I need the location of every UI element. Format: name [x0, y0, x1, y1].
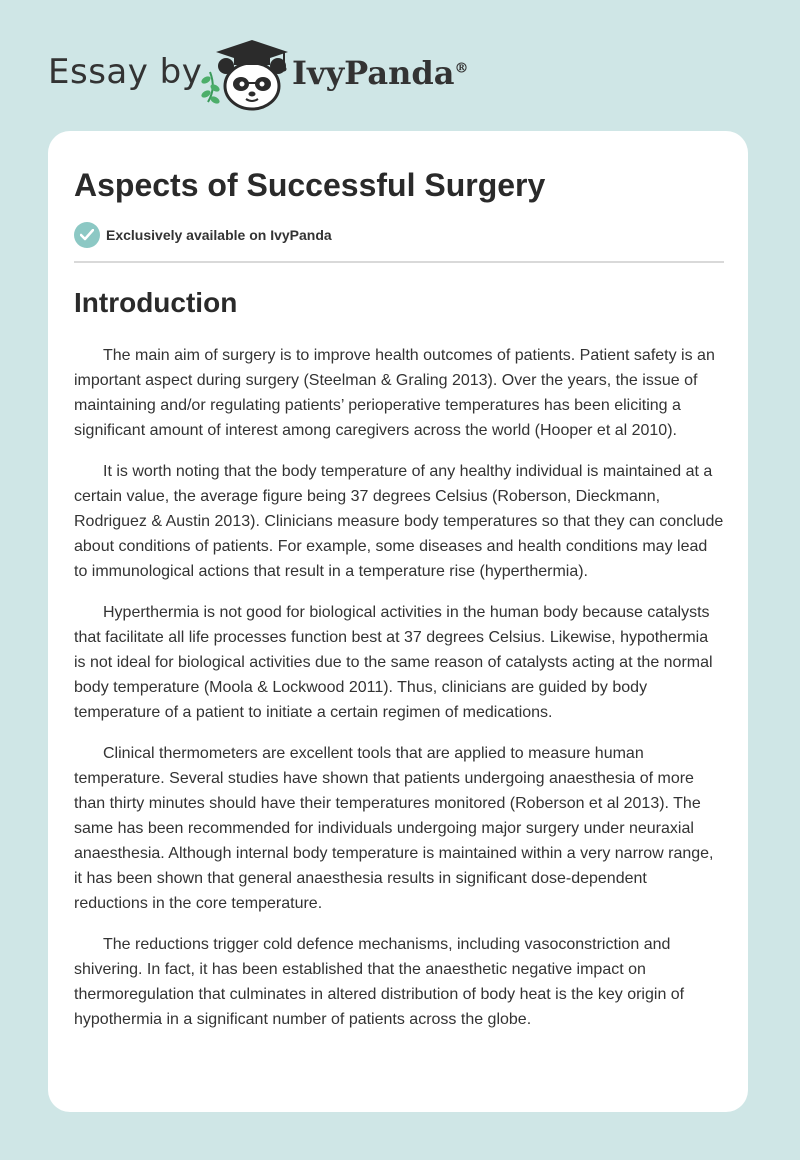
divider: [74, 261, 724, 263]
paragraph: It is worth noting that the body temperature of any healthy individual is maintained at a certain value, the average figure being 37 degrees Celsius (Roberson, Dieckmann, Rodriguez & Austin 2013). Clinicians measure body temperatures so that they can conclude about conditions of patients. For example, some diseases and health conditions may lead to immunological actions that result in a temperature rise (hyperthermia).: [74, 463, 724, 580]
site-header: [48, 30, 752, 110]
paragraph: The reductions trigger cold defence mechanisms, including vasoconstriction and shivering. In fact, it has been established that the anaesthetic negative impact on thermoregulation that culminates in altered distribution of body heat is the key origin of hypothermia in a significant number of patients across the globe.: [74, 936, 685, 1028]
exclusive-badge: [74, 222, 332, 248]
paragraph: The main aim of surgery is to improve health outcomes of patients. Patient safety is an important aspect during surgery (Steelman & Graling 2013). Over the years, the issue of maintaining and/or regulating patients’ perioperative temperatures has been eliciting a significant amount of interest among caregivers across the world (Hooper et al 2010).: [74, 347, 715, 439]
panda-graduate-logo-icon[interactable]: [200, 36, 296, 112]
brand-name[interactable]: IvyPanda®: [292, 54, 469, 92]
article-body: [74, 343, 724, 1048]
paragraph: Clinical thermometers are excellent tools that are applied to measure human temperature. Several studies have shown that patients undergoing anaesthesia of more than thirty minutes should have their temperatures monitored (Roberson et al 2013). The same has been recommended for individuals undergoing major surgery under neuraxial anaesthesia. Although internal body temperature is maintained within a very narrow range, it has been shown that general anaesthesia results in significant dose-dependent reductions in the core temperature.: [74, 745, 714, 912]
section-heading-introduction: Introduction: [74, 287, 238, 318]
exclusive-badge-label: Exclusively available on IvyPanda: [106, 227, 332, 243]
check-circle-icon: [74, 222, 100, 248]
essay-by-label: Essay by: [48, 52, 203, 92]
article-card: [48, 131, 748, 1112]
article-title: Aspects of Successful Surgery: [74, 167, 546, 203]
paragraph: Hyperthermia is not good for biological activities in the human body because catalysts that facilitate all life processes function best at 37 degrees Celsius. Likewise, hypothermia is not ideal for biological activities due to the same reason of catalysts acting at the normal body temperature (Moola & Lockwood 2011). Thus, clinicians are guided by body temperature of a patient to initiate a certain regimen of medications.: [74, 604, 713, 721]
